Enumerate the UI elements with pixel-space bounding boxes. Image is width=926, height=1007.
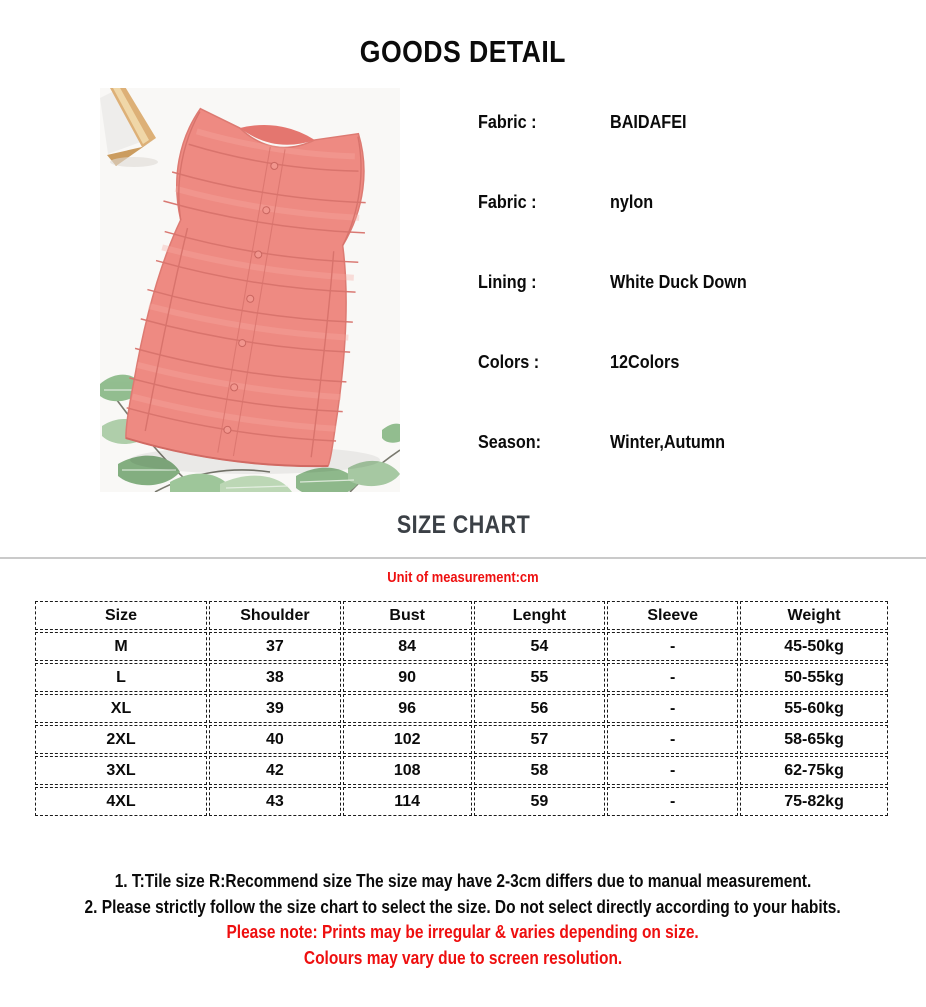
spec-label: Season: [478,432,542,452]
table-cell: 56 [474,694,606,723]
spec-label: Colors : [478,352,540,372]
note-colour-warning: Colours may vary due to screen resolution. [303,947,623,968]
col-header-length: Lenght [474,601,606,630]
note-follow-chart: 2. Please strictly follow the size chart to select the size. Do not select directly according to your habits. [84,896,842,917]
col-header-sleeve: Sleeve [607,601,738,630]
spec-row-fabric-material [478,192,808,272]
unit-of-measurement-note: Unit of measurement:cm [387,569,539,586]
table-cell: 57 [474,725,606,754]
table-cell: 75-82kg [740,787,888,816]
product-specs [478,112,808,512]
table-cell: 4XL [35,787,207,816]
table-cell: 102 [343,725,472,754]
spec-label: Fabric : [478,192,537,212]
table-cell: 50-55kg [740,663,888,692]
table-cell: - [607,694,738,723]
table-cell: 96 [343,694,472,723]
table-cell: 55-60kg [740,694,888,723]
spec-value: Winter,Autumn [610,432,726,452]
table-cell: 108 [343,756,472,785]
spec-value: nylon [610,192,654,212]
table-header-row [35,601,888,630]
table-row [35,787,888,816]
table-cell: 58 [474,756,606,785]
table-cell: 40 [209,725,341,754]
table-row [35,694,888,723]
col-header-shoulder: Shoulder [209,601,341,630]
table-cell: 3XL [35,756,207,785]
table-cell: 55 [474,663,606,692]
col-header-size: Size [35,601,207,630]
table-cell: 58-65kg [740,725,888,754]
table-cell: - [607,787,738,816]
table-cell: 114 [343,787,472,816]
table-cell: 90 [343,663,472,692]
table-cell: 84 [343,632,472,661]
page-title-text: GOODS DETAIL [359,34,567,69]
table-cell: - [607,725,738,754]
product-photo [100,88,400,492]
table-row [35,756,888,785]
table-cell: 59 [474,787,606,816]
col-header-bust: Bust [343,601,472,630]
table-cell: 43 [209,787,341,816]
table-cell: 39 [209,694,341,723]
page-title [0,34,926,70]
table-cell: 62-75kg [740,756,888,785]
note-prints-warning: Please note: Prints may be irregular & varies depending on size. [226,922,700,942]
spec-label: Fabric : [478,112,537,132]
table-cell: 54 [474,632,606,661]
table-cell: - [607,632,738,661]
table-row [35,632,888,661]
size-chart-table [33,599,890,818]
product-photo-illustration [100,88,400,492]
note-measurement: 1. T:Tile size R:Recommend size The size may have 2-3cm differs due to manual measurement. [114,871,812,891]
spec-value: BAIDAFEI [610,112,687,132]
spec-value: White Duck Down [610,272,747,292]
table-cell: XL [35,694,207,723]
spec-label: Lining : [478,272,537,292]
table-cell: M [35,632,207,661]
table-cell: - [607,756,738,785]
table-row [35,663,888,692]
table-cell: L [35,663,207,692]
spec-value: 12Colors [610,352,680,372]
size-chart-title: SIZE CHART [396,511,530,539]
col-header-weight: Weight [740,601,888,630]
horizontal-divider [0,557,926,559]
table-row [35,725,888,754]
spec-row-fabric-brand [478,112,808,192]
footer-notes [0,869,926,971]
spec-row-season [478,432,808,512]
table-cell: 38 [209,663,341,692]
table-cell: 37 [209,632,341,661]
table-cell: 42 [209,756,341,785]
spec-row-lining [478,272,808,352]
table-cell: 45-50kg [740,632,888,661]
table-cell: - [607,663,738,692]
spec-row-colors [478,352,808,432]
table-cell: 2XL [35,725,207,754]
